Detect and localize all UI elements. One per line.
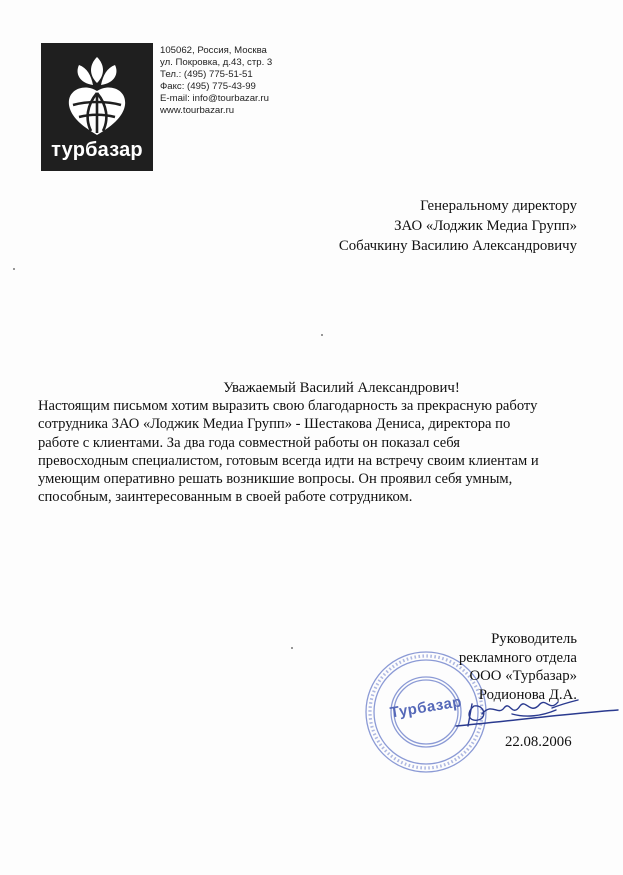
company-logo xyxy=(41,43,153,171)
addressee-title: Генеральному директору xyxy=(420,198,577,214)
address-line: 105062, Россия, Москва xyxy=(160,45,267,56)
signer-name: Родионова Д.А. xyxy=(478,687,577,704)
body-line: способным, заинтересованным в своей работе сотрудником. xyxy=(38,489,413,506)
body-line: сотрудника ЗАО «Лоджик Медиа Групп» - Шестакова Дениса, директора по xyxy=(38,416,511,433)
phone-line: Тел.: (495) 775-51-51 xyxy=(160,69,253,81)
addressee-block xyxy=(339,196,577,256)
fax-line: Факс: (495) 775-43-99 xyxy=(160,81,256,93)
letter-greeting: Уважаемый Василий Александрович! xyxy=(223,380,460,396)
body-line: превосходным специалистом, готовым всегда идти на встречу своим клиентам и xyxy=(38,452,539,469)
body-line: Настоящим письмом хотим выразить свою благодарность за прекрасную работу xyxy=(38,398,538,414)
body-line: умеющим оперативно решать возникшие вопросы. Он проявил себя умным, xyxy=(38,471,513,488)
addressee-company: ЗАО «Лоджик Медиа Групп» xyxy=(394,218,577,234)
body-line: работе с клиентами. За два года совместной работы он показал себя xyxy=(38,434,460,451)
scan-speck xyxy=(321,334,323,336)
signer-department: рекламного отдела xyxy=(458,649,577,666)
scan-speck xyxy=(291,647,293,649)
signer-company: ООО «Турбазар» xyxy=(469,668,577,685)
addressee-person: Собачкину Василию Александровичу xyxy=(338,238,577,254)
signature-date: 22.08.2006 xyxy=(505,734,572,750)
scan-speck xyxy=(13,268,15,270)
leaf-heart-logo-icon xyxy=(63,53,131,137)
handwritten-signature-icon xyxy=(452,690,622,730)
website-line: www.tourbazar.ru xyxy=(160,105,235,117)
street-line: ул. Покровка, д.43, стр. 3 xyxy=(160,57,273,69)
stamp-name: Турбазар xyxy=(388,693,464,722)
brand-name: турбазар xyxy=(51,139,143,161)
email-line: E-mail: info@tourbazar.ru xyxy=(160,93,269,105)
company-contacts xyxy=(160,45,272,118)
letter-body xyxy=(38,397,598,507)
signer-position: Руководитель xyxy=(491,631,577,647)
